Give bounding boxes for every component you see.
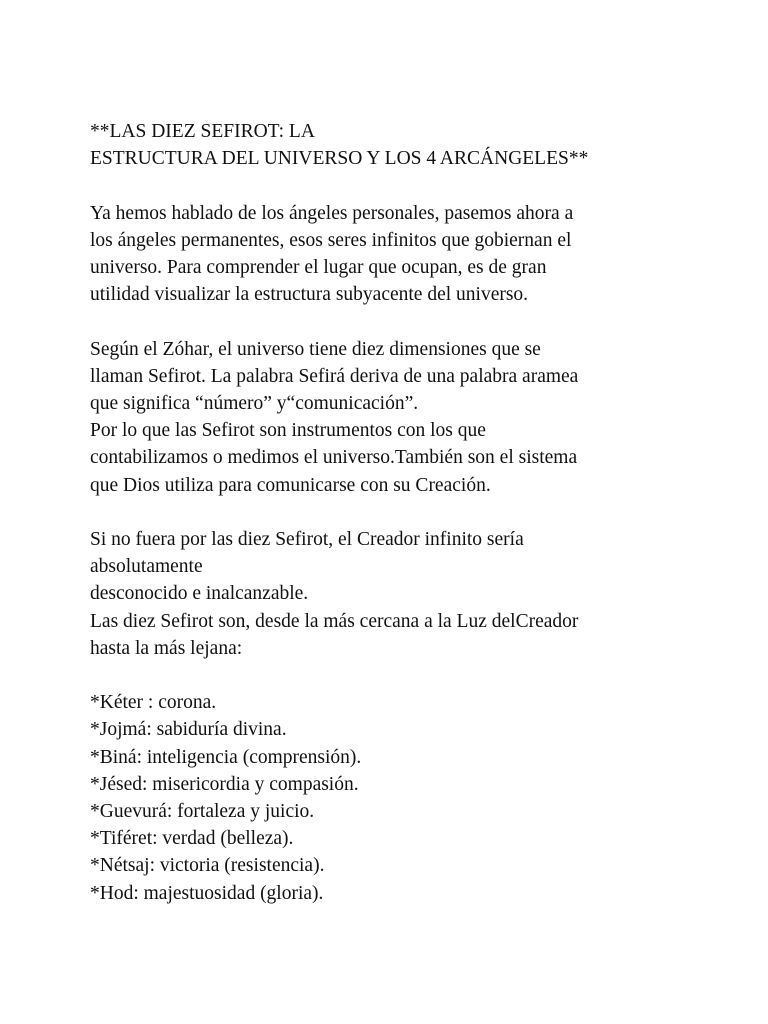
document-title (90, 118, 750, 172)
text-line: Según el Zóhar, el universo tiene diez dimensiones que se (90, 338, 541, 360)
paragraph-intro (90, 200, 750, 309)
text-line: llaman Sefirot. La palabra Sefirá deriva de una palabra aramea (90, 365, 579, 387)
title-line: **LAS DIEZ SEFIROT: LA (90, 121, 315, 142)
list-item: *Jésed: misericordia y compasión. (90, 773, 359, 795)
paragraph-gap (90, 308, 750, 335)
text-line: utilidad visualizar la estructura subyacente del universo. (90, 284, 529, 306)
list-item: *Kéter : corona. (90, 692, 217, 714)
list-item: *Jojmá: sabiduría divina. (90, 719, 287, 741)
list-item: *Biná: inteligencia (comprensión). (90, 746, 362, 768)
text-line: hasta la más lejana: (90, 637, 243, 659)
text-line: Si no fuera por las diez Sefirot, el Creador infinito sería (90, 529, 524, 550)
text-line: los ángeles permanentes, esos seres infinitos que gobiernan el (90, 229, 572, 251)
list-item: *Nétsaj: victoria (resistencia). (90, 855, 325, 877)
text-line: que significa “número” y“comunicación”. (90, 393, 419, 414)
paragraph-creator (90, 526, 750, 662)
text-line: que Dios utiliza para comunicarse con su Creación. (90, 474, 491, 496)
list-item: *Tiféret: verdad (belleza). (90, 828, 294, 850)
document-page (90, 118, 750, 907)
list-item: *Hod: majestuosidad (gloria). (90, 882, 324, 904)
text-line: Las diez Sefirot son, desde la más cercana a la Luz delCreador (90, 610, 579, 632)
list-item: *Guevurá: fortaleza y juicio. (90, 801, 315, 823)
text-line: universo. Para comprender el lugar que ocupan, es de gran (90, 257, 547, 278)
paragraph-gap (90, 662, 750, 689)
paragraph-zohar (90, 336, 750, 499)
text-line: Por lo que las Sefirot son instrumentos con los que (90, 420, 486, 442)
text-line: contabilizamos o medimos el universo.También son el sistema (90, 447, 578, 469)
sefirot-list (90, 689, 750, 907)
text-line: Ya hemos hablado de los ángeles personales, pasemos ahora a (90, 202, 574, 224)
text-line: desconocido e inalcanzable. (90, 583, 309, 605)
paragraph-gap (90, 172, 750, 199)
title-line: ESTRUCTURA DEL UNIVERSO Y LOS 4 ARCÁNGELES** (90, 148, 589, 170)
paragraph-gap (90, 499, 750, 526)
text-line: absolutamente (90, 556, 203, 578)
